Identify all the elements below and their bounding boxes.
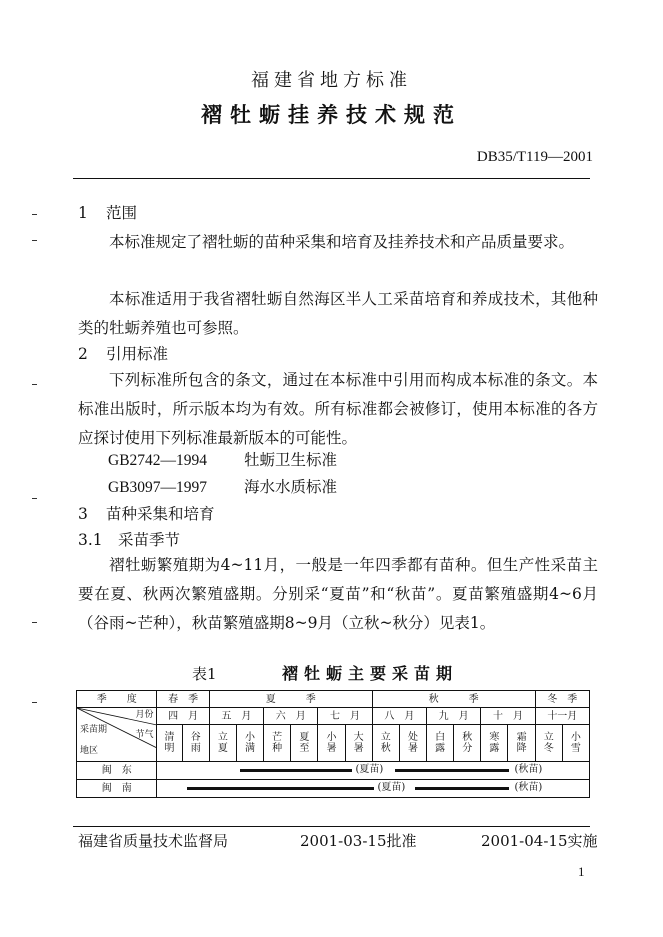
solar-term-cell: 谷雨 xyxy=(182,725,209,762)
solar-term-cell: 小雪 xyxy=(562,725,589,762)
paragraph: 褶牡蛎繁殖期为4~11月，一般是一年四季都有苗种。但生产性采苗主要在夏、秋两次繁殖盛期。分别采“夏苗”和“秋苗”。夏苗繁殖盛期4~6月（谷雨~芒种），秋苗繁殖盛期8~9月（立秋~秋分）见表1。 xyxy=(78,556,598,632)
month-cell: 五 月 xyxy=(209,708,263,725)
month-cell: 七 月 xyxy=(318,708,372,725)
solar-term-cell: 小暑 xyxy=(318,725,345,762)
solar-term-cell: 小满 xyxy=(236,725,263,762)
section-2-heading xyxy=(78,340,598,369)
section-3-heading xyxy=(78,500,598,529)
section-1-heading xyxy=(78,199,598,228)
section-title: 范围 xyxy=(106,204,138,222)
solar-term-cell: 清明 xyxy=(157,725,182,762)
season-autumn: 秋 季 xyxy=(372,691,535,708)
month-row xyxy=(77,708,590,725)
reference-name: 海水水质标准 xyxy=(244,478,338,496)
section-number: 3 xyxy=(78,505,88,523)
region-cell: 闽 东 xyxy=(77,762,157,780)
reference-code: GB2742—1994 xyxy=(108,452,208,469)
corner-header-cell xyxy=(77,708,157,762)
seeding-period-table xyxy=(76,690,590,798)
season-summer: 夏 季 xyxy=(209,691,372,708)
margin-mark xyxy=(32,214,37,215)
solar-term-cell: 夏至 xyxy=(291,725,318,762)
summer-seeding-bar xyxy=(240,769,352,772)
region-header: 地区 xyxy=(80,746,99,756)
autumn-seeding-label: (秋苗) xyxy=(514,764,543,775)
reference-item xyxy=(108,448,337,470)
region-row-minnan xyxy=(77,780,590,798)
document-code: DB35/T119—2001 xyxy=(476,149,593,165)
solar-term-cell: 秋分 xyxy=(454,725,481,762)
paragraph: 本标准规定了褶牡蛎的苗种采集和培育及挂养技术和产品质量要求。 xyxy=(109,233,575,251)
term-header: 节气 xyxy=(135,730,154,740)
top-rule xyxy=(73,178,590,179)
month-cell: 六 月 xyxy=(264,708,318,725)
section-title: 引用标准 xyxy=(106,345,169,363)
solar-term-cell: 大暑 xyxy=(345,725,372,762)
paragraph: 本标准适用于我省褶牡蛎自然海区半人工采苗培育和养成技术，其他种类的牡蛎养殖也可参照。 xyxy=(78,290,598,337)
period-header: 采苗期 xyxy=(80,725,108,735)
solar-term-cell: 处暑 xyxy=(399,725,426,762)
margin-mark xyxy=(32,498,37,499)
season-row xyxy=(77,691,590,708)
section-number: 3.1 xyxy=(78,531,103,549)
document-title: 褶牡蛎挂养技术规范 xyxy=(201,102,462,127)
month-cell: 九 月 xyxy=(427,708,481,725)
solar-term-cell: 芒种 xyxy=(264,725,291,762)
reference-name: 牡蛎卫生标准 xyxy=(244,451,338,469)
season-spring: 春 季 xyxy=(157,691,209,708)
issuing-agency: 福建省质量技术监督局 xyxy=(78,832,229,850)
approval-date: 2001-03-15批准 xyxy=(300,832,417,850)
autumn-seeding-bar xyxy=(415,787,509,790)
margin-mark xyxy=(32,240,37,241)
solar-term-cell: 立冬 xyxy=(535,725,562,762)
paragraph: 下列标准所包含的条文，通过在本标准中引用而构成本标准的条文。本标准出版时，所示版本均为有效。所有标准都会被修订，使用本标准的各方应探讨使用下列标准最新版本的可能性。 xyxy=(78,371,598,447)
month-cell: 十一月 xyxy=(535,708,589,725)
summer-seeding-label: (夏苗) xyxy=(355,764,384,775)
implementation-date: 2001-04-15实施 xyxy=(481,832,598,850)
seeding-period-bars xyxy=(157,780,590,798)
solar-term-cell: 立秋 xyxy=(372,725,399,762)
month-cell: 十 月 xyxy=(481,708,535,725)
region-row-mindong xyxy=(77,762,590,780)
summer-seeding-bar xyxy=(187,787,374,790)
section-number: 2 xyxy=(78,345,88,363)
section-title: 采苗季节 xyxy=(118,531,181,549)
month-cell: 四 月 xyxy=(157,708,209,725)
autumn-seeding-label: (秋苗) xyxy=(514,782,543,793)
season-header: 季 度 xyxy=(77,691,157,708)
reference-code: GB3097—1997 xyxy=(108,479,208,496)
table-title: 褶牡蛎主要采苗期 xyxy=(282,664,459,683)
solar-term-cell: 白露 xyxy=(427,725,454,762)
month-cell: 八 月 xyxy=(372,708,426,725)
seeding-period-bars xyxy=(157,762,590,780)
margin-mark xyxy=(32,384,37,385)
standard-type: 福建省地方标准 xyxy=(251,70,412,91)
reference-item xyxy=(108,475,337,497)
month-header: 月份 xyxy=(135,710,154,720)
section-title: 苗种采集和培育 xyxy=(106,505,215,523)
table-label: 表1 xyxy=(192,665,217,683)
bottom-rule xyxy=(73,826,590,827)
season-winter: 冬 季 xyxy=(535,691,589,708)
margin-mark xyxy=(32,622,37,623)
autumn-seeding-bar xyxy=(395,769,509,772)
solar-term-cell: 霜降 xyxy=(508,725,535,762)
summer-seeding-label: (夏苗) xyxy=(377,782,406,793)
region-cell: 闽 南 xyxy=(77,780,157,798)
section-number: 1 xyxy=(78,204,88,222)
solar-term-cell: 寒露 xyxy=(481,725,508,762)
solar-term-cell: 立夏 xyxy=(209,725,236,762)
page-number: 1 xyxy=(578,864,585,879)
margin-mark xyxy=(32,702,37,703)
